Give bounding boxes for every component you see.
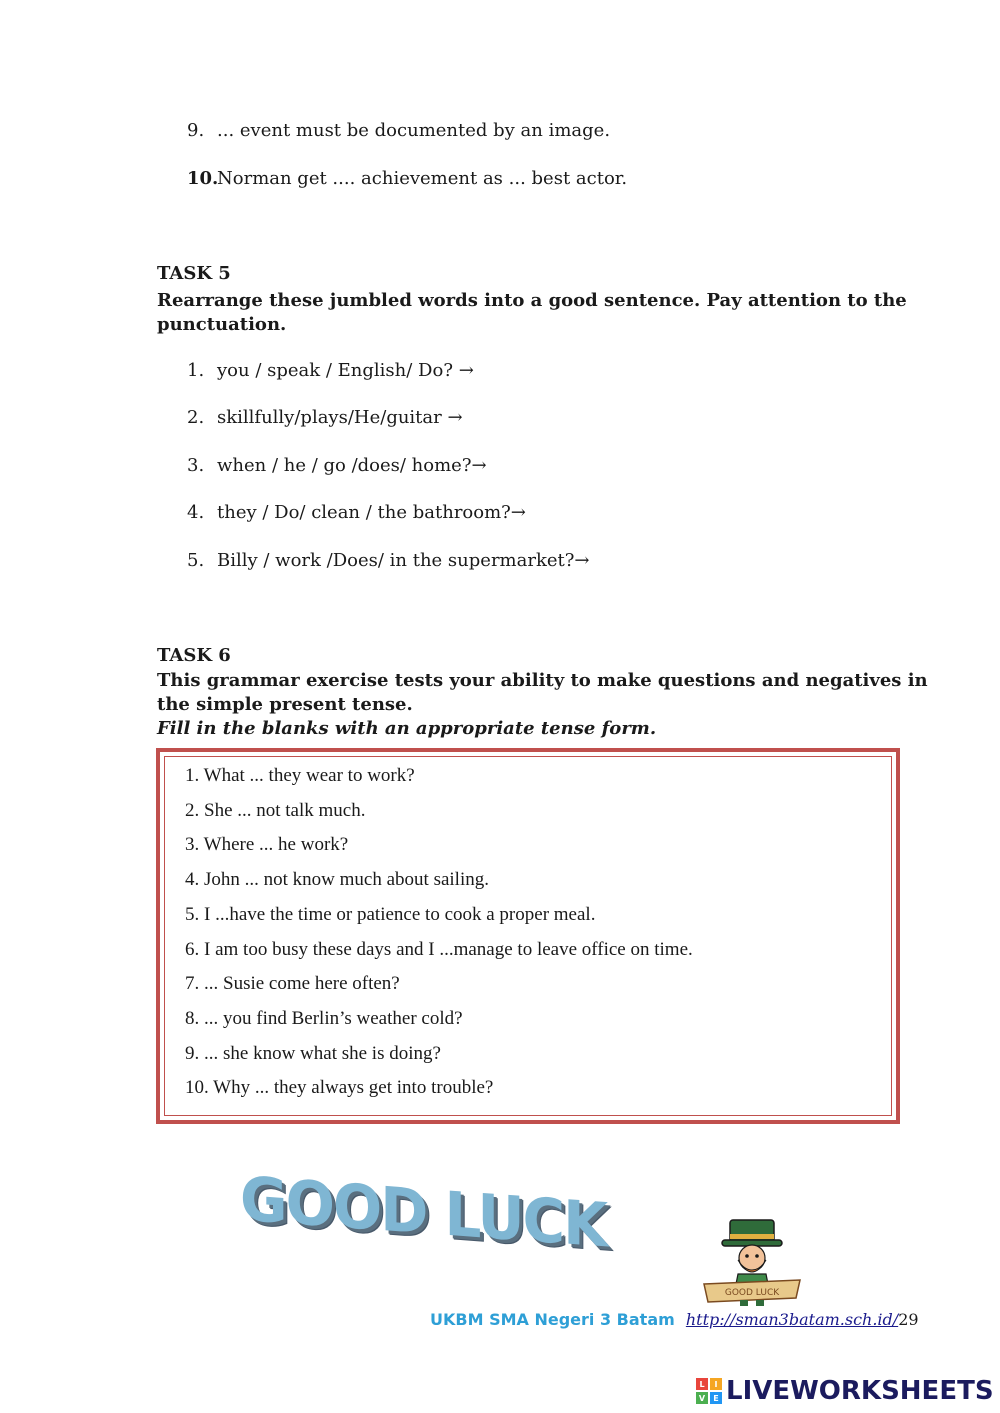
footer-institution: UKBM SMA Negeri 3 Batam bbox=[430, 1310, 675, 1329]
logo-tile: L bbox=[696, 1378, 708, 1390]
prev-item-10 bbox=[187, 168, 627, 189]
item-number: 5. bbox=[187, 550, 205, 571]
page-footer bbox=[430, 1310, 919, 1329]
exercise-10: 10. Why ... they always get into trouble? bbox=[185, 1077, 494, 1098]
task5-instruction bbox=[157, 289, 907, 337]
good-luck-wordart: GOOD LUCK bbox=[240, 1162, 607, 1262]
logo-tile: V bbox=[696, 1392, 708, 1404]
task5-item-1 bbox=[187, 360, 474, 381]
footer-page-number: 29 bbox=[898, 1310, 919, 1329]
item-text: ... event must be documented by an image. bbox=[217, 120, 611, 141]
task5-item-5 bbox=[187, 550, 589, 571]
exercise-8: 8. ... you find Berlin’s weather cold? bbox=[185, 1008, 463, 1029]
logo-tile: E bbox=[710, 1392, 722, 1404]
task5-title: TASK 5 bbox=[157, 263, 231, 284]
item-text: Norman get .... achievement as ... best actor. bbox=[217, 168, 628, 189]
exercise-2: 2. She ... not talk much. bbox=[185, 800, 366, 821]
task5-item-2 bbox=[187, 407, 463, 428]
liveworksheets-tiles-icon bbox=[696, 1378, 722, 1404]
item-text: skillfully/plays/He/guitar → bbox=[217, 407, 463, 428]
task6-instruction-italic: Fill in the blanks with an appropriate tense form. bbox=[157, 718, 657, 739]
item-number: 9. bbox=[187, 120, 205, 141]
item-number: 3. bbox=[187, 455, 205, 476]
task6-instruction bbox=[157, 669, 928, 741]
exercise-5: 5. I ...have the time or patience to cook a proper meal. bbox=[185, 904, 596, 925]
task5-instruction-line1: Rearrange these jumbled words into a good sentence. Pay attention to the bbox=[157, 290, 907, 311]
task6-instruction-line1: This grammar exercise tests your ability to make questions and negatives in bbox=[157, 670, 928, 691]
exercise-3: 3. Where ... he work? bbox=[185, 834, 349, 855]
item-text: you / speak / English/ Do? → bbox=[217, 360, 474, 381]
item-number: 2. bbox=[187, 407, 205, 428]
liveworksheets-text: LIVEWORKSHEETS bbox=[726, 1376, 994, 1406]
item-number: 1. bbox=[187, 360, 205, 381]
item-text: Billy / work /Does/ in the supermarket?→ bbox=[217, 550, 590, 571]
item-text: they / Do/ clean / the bathroom?→ bbox=[217, 502, 526, 523]
task6-instruction-line2: the simple present tense. bbox=[157, 694, 413, 715]
leprechaun-mascot-icon bbox=[700, 1218, 804, 1308]
task6-title: TASK 6 bbox=[157, 645, 231, 666]
item-number: 10. bbox=[187, 168, 219, 189]
task5-item-3 bbox=[187, 455, 487, 476]
liveworksheets-logo bbox=[696, 1376, 994, 1406]
item-text: when / he / go /does/ home?→ bbox=[217, 455, 487, 476]
exercise-1: 1. What ... they wear to work? bbox=[185, 765, 415, 786]
task5-item-4 bbox=[187, 502, 526, 523]
footer-url-link[interactable]: http://sman3batam.sch.id/ bbox=[685, 1310, 899, 1329]
exercise-9: 9. ... she know what she is doing? bbox=[185, 1043, 441, 1064]
item-number: 4. bbox=[187, 502, 205, 523]
exercise-7: 7. ... Susie come here often? bbox=[185, 973, 400, 994]
prev-item-9 bbox=[187, 120, 610, 141]
exercise-box-inner bbox=[164, 756, 892, 1116]
exercise-4: 4. John ... not know much about sailing. bbox=[185, 869, 489, 890]
logo-tile: I bbox=[710, 1378, 722, 1390]
exercise-6: 6. I am too busy these days and I ...manage to leave office on time. bbox=[185, 939, 693, 960]
exercise-box bbox=[156, 748, 900, 1124]
task5-instruction-line2: punctuation. bbox=[157, 314, 287, 335]
banner-text: GOOD LUCK bbox=[724, 1288, 780, 1298]
